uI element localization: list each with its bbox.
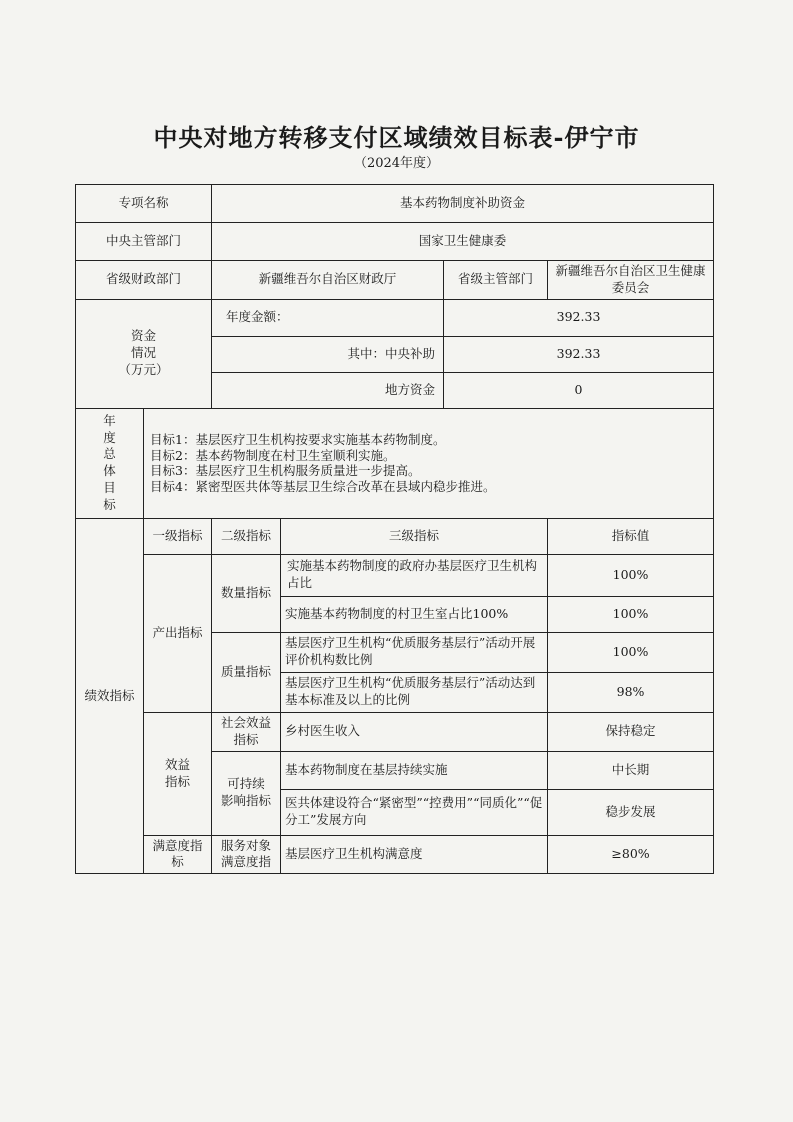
funds-label: 资金 情况 （万元） [76, 299, 212, 408]
indicator-text: 实施基本药物制度的村卫生室占比100% [281, 596, 548, 632]
goal-item: 目标1：基层医疗卫生机构按要求实施基本药物制度。 [150, 432, 446, 447]
indicator-text: 医共体建设符合“紧密型”“控费用”“同质化”“促分工”发展方向 [281, 789, 548, 835]
indicator-value: 保持稳定 [548, 712, 714, 751]
prov-finance-label: 省级财政部门 [76, 261, 212, 300]
project-name-label: 专项名称 [76, 185, 212, 223]
goal-item: 目标3：基层医疗卫生机构服务质量进一步提高。 [150, 463, 421, 479]
service-satisfaction-label: 服务对象满意度指 [212, 835, 281, 874]
indicator-text: 基本药物制度在基层持续实施 [281, 751, 548, 789]
annual-goals-row [76, 408, 714, 518]
header-value: 指标值 [548, 518, 714, 554]
quantity-indicator-label: 数量指标 [212, 554, 281, 632]
annual-goals-text [144, 408, 714, 518]
indicator-value: 98% [548, 672, 714, 712]
goal-item: 目标2：基本药物制度在村卫生室顺利实施。 [150, 447, 396, 463]
central-subsidy-value: 392.33 [444, 336, 714, 372]
goal-item: 目标4：紧密型医共体等基层卫生综合改革在县域内稳步推进。 [150, 478, 496, 494]
annual-amount-label: 年度金额： [212, 299, 444, 336]
indicator-value: 100% [548, 632, 714, 672]
social-benefit-label: 社会效益指标 [212, 712, 281, 751]
indicator-value: 100% [548, 596, 714, 632]
indicator-text: 基层医疗卫生机构“优质服务基层行”活动达到基本标准及以上的比例 [281, 672, 548, 712]
prov-dept-label: 省级主管部门 [444, 261, 548, 300]
provincial-row [76, 261, 714, 300]
local-funds-label: 地方资金 [212, 372, 444, 408]
indicator-value: 中长期 [548, 751, 714, 789]
indicator-row [76, 835, 714, 874]
project-name-row [76, 185, 714, 223]
performance-goal-table [75, 184, 714, 874]
quality-indicator-label: 质量指标 [212, 632, 281, 712]
project-name-value: 基本药物制度补助资金 [212, 185, 714, 223]
indicator-row [76, 554, 714, 596]
indicator-text: 实施基本药物制度的政府办基层医疗卫生机构占比 [281, 554, 548, 596]
header-level2: 二级指标 [212, 518, 281, 554]
indicator-text: 基层医疗卫生机构“优质服务基层行”活动开展评价机构数比例 [281, 632, 548, 672]
page-title: 中央对地方转移支付区域绩效目标表-伊宁市 [153, 123, 640, 152]
indicator-row [76, 712, 714, 751]
annual-amount-value: 392.33 [444, 299, 714, 336]
central-subsidy-label: 其中：中央补助 [212, 336, 444, 372]
indicator-value: 100% [548, 554, 714, 596]
central-dept-row [76, 223, 714, 261]
indicator-text: 基层医疗卫生机构满意度 [281, 835, 548, 874]
central-dept-value: 国家卫生健康委 [212, 223, 714, 261]
sustainability-label: 可持续 影响指标 [212, 751, 281, 835]
benefit-indicator-label: 效益 指标 [144, 712, 212, 835]
central-dept-label: 中央主管部门 [76, 223, 212, 261]
satisfaction-indicator-label: 满意度指标 [144, 835, 212, 874]
page-subtitle: （2024年度） [353, 156, 440, 171]
indicator-text: 乡村医生收入 [281, 712, 548, 751]
funds-annual-row [76, 299, 714, 336]
annual-goals-label: 年 度 总 体 目 标 [76, 408, 144, 518]
local-funds-value: 0 [444, 372, 714, 408]
indicator-value: 稳步发展 [548, 789, 714, 835]
performance-label: 绩效指标 [76, 518, 144, 874]
prov-dept-value: 新疆维吾尔自治区卫生健康委员会 [548, 261, 714, 300]
header-level3: 三级指标 [281, 518, 548, 554]
prov-finance-value: 新疆维吾尔自治区财政厅 [212, 261, 444, 300]
indicator-header-row [76, 518, 714, 554]
output-indicator-label: 产出指标 [144, 554, 212, 712]
indicator-value: ≥80% [548, 835, 714, 874]
header-level1: 一级指标 [144, 518, 212, 554]
